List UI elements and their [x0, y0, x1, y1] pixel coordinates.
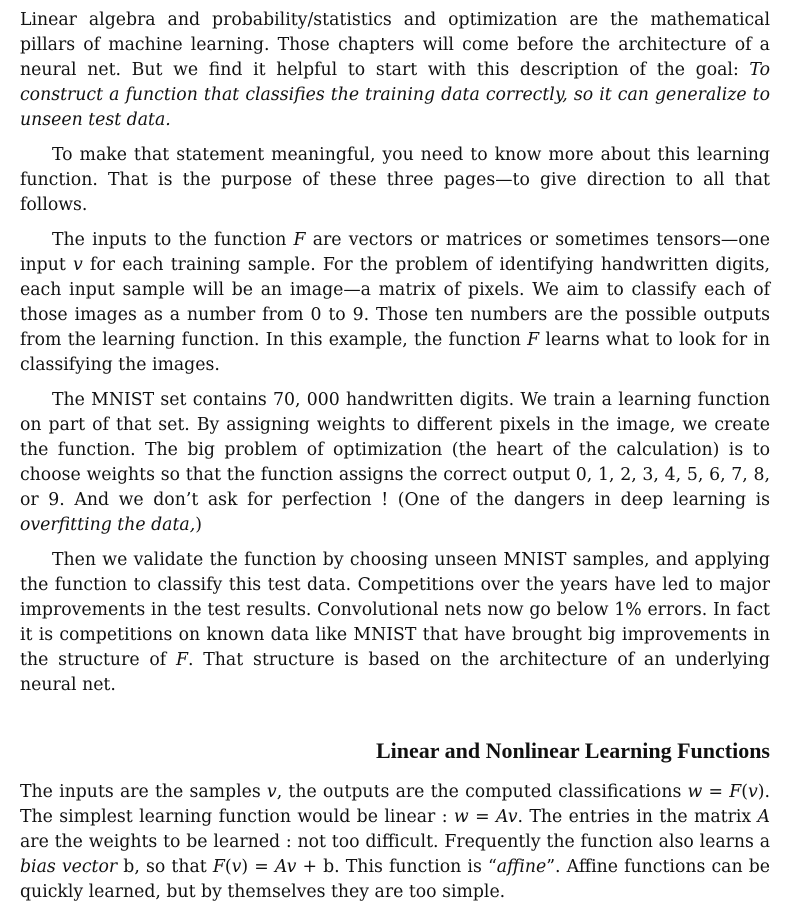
- text-segment: The MNIST set contains 70, 000 handwritten digits. We train a learning function on part of that set. By assigning weights to different pixels in the image, we create the function. The big problem of optimization (the heart of the calculation) is to choose weights so that the function assigns the correct output 0, 1, 2, 3, 4, 5, 6, 7, 8, or 9. And we don’t ask for perfection ! (One of the dangers in deep learning is: [20, 390, 770, 510]
- text-segment: learns what to look for in classifying the images.: [20, 330, 770, 375]
- text-segment: . The entries in the matrix: [517, 807, 758, 827]
- italic-text-segment: bias vector: [20, 857, 118, 877]
- paragraph-inputs: [20, 228, 770, 378]
- text-segment: Linear algebra and probability/statistics and optimization are the mathematical pillars of machine learning. Those chapters will come before the architecture of a neural net. But we find it helpful to start with this description of the goal:: [20, 10, 770, 80]
- paragraph-validation: [20, 548, 770, 698]
- text-segment: for each training sample. For the problem of identifying handwritten digits, each input sample will be an image—a matrix of pixels. We aim to classify each of those images as a number from 0 to 9. Those ten numbers are the possible outputs from the learning function. In this example, the function: [20, 255, 770, 350]
- italic-text-segment: F: [175, 650, 188, 670]
- text-segment: . That structure is based on the architecture of an underlying neural net.: [20, 650, 770, 695]
- italic-text-segment: A: [757, 807, 771, 827]
- text-segment: are the weights to be learned : not too difficult. Frequently the function also learns a: [20, 832, 770, 852]
- italic-text-segment: v: [73, 255, 83, 275]
- document-page: [20, 8, 770, 915]
- text-segment: =: [468, 807, 496, 827]
- italic-text-segment: To construct a function that classifies the training data correctly, so it can generalize to unseen test data.: [20, 60, 770, 130]
- paragraph-linear-functions: [20, 780, 770, 905]
- text-segment: ): [195, 515, 202, 535]
- italic-text-segment: w: [687, 782, 703, 802]
- text-segment: To make that statement meaningful, you need to know more about this learning function. That is the purpose of these three pages—to give direction to all that follows.: [20, 145, 770, 215]
- text-segment: b, so that: [117, 857, 213, 877]
- italic-text-segment: F: [212, 857, 225, 877]
- text-segment: Then we validate the function by choosing unseen MNIST samples, and applying the function to classify this test data. Competitions over the years have led to major improvements in the test results. Convolutional nets now go below 1% errors. In fact it is competitions on known data like MNIST that have brought big improvements in the structure of: [20, 550, 770, 670]
- text-segment: The inputs are the samples: [20, 782, 267, 802]
- text-segment: are vectors or matrices or sometimes tensors—one input: [20, 230, 770, 275]
- text-segment: (: [741, 782, 748, 802]
- text-segment: The inputs to the function: [52, 230, 294, 250]
- italic-text-segment: F: [729, 782, 742, 802]
- text-segment: + b. This function is “: [296, 857, 497, 877]
- italic-text-segment: Av: [495, 807, 518, 827]
- italic-text-segment: F: [527, 330, 540, 350]
- text-segment: , the outputs are the computed classifications: [276, 782, 688, 802]
- text-segment: ). The simplest learning function would be linear :: [20, 782, 770, 827]
- text-segment: =: [702, 782, 730, 802]
- italic-text-segment: v: [266, 782, 277, 802]
- italic-text-segment: v: [747, 782, 758, 802]
- paragraph-goal: [20, 8, 770, 133]
- italic-text-segment: overfitting the data,: [20, 515, 196, 535]
- text-segment: ”. Affine functions can be quickly learned, but by themselves they are too simple.: [20, 857, 770, 902]
- text-segment: ) =: [241, 857, 275, 877]
- paragraph-purpose: [20, 143, 770, 218]
- text-segment: (: [224, 857, 232, 877]
- italic-text-segment: F: [293, 230, 306, 250]
- italic-text-segment: affine: [496, 857, 547, 877]
- section-heading: Linear and Nonlinear Learning Functions: [375, 738, 770, 763]
- italic-text-segment: v: [231, 857, 242, 877]
- italic-text-segment: Av: [274, 857, 297, 877]
- paragraph-mnist: [20, 388, 770, 538]
- italic-text-segment: w: [453, 807, 469, 827]
